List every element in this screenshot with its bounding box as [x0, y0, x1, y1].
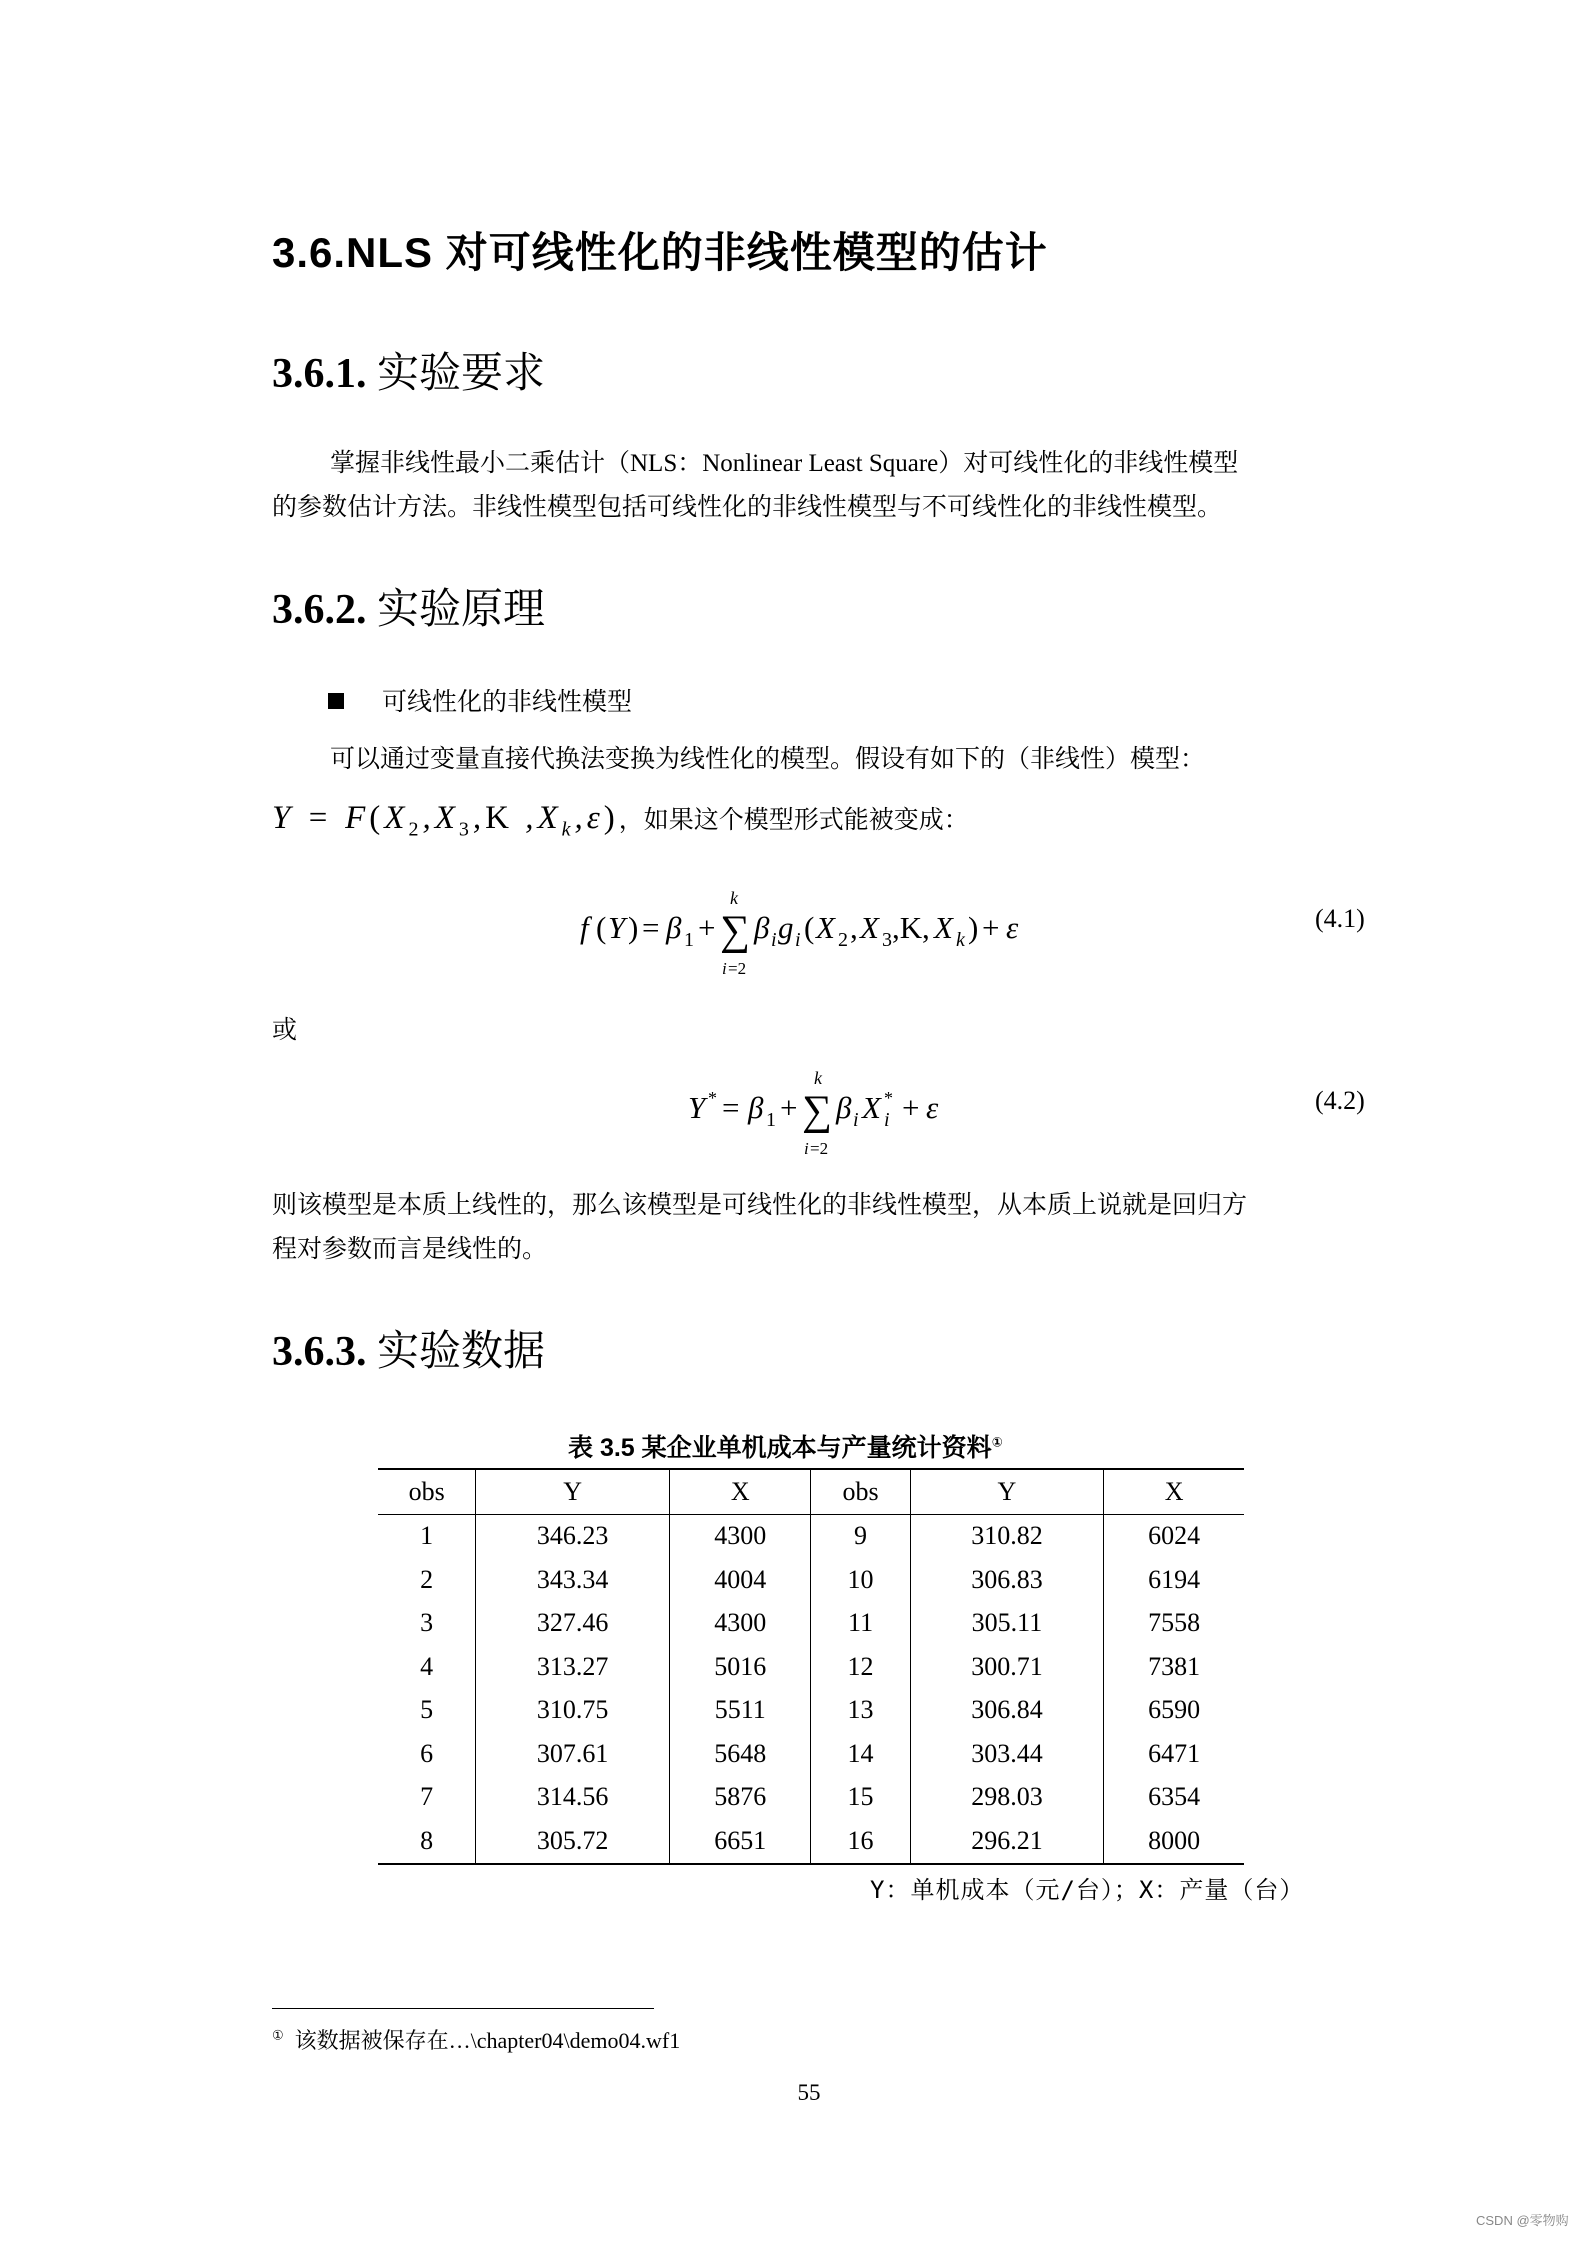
subsection-text: 实验要求 [377, 351, 546, 397]
svg-text:1: 1 [684, 929, 694, 951]
footnote-text: 该数据被保存在…\chapter04\demo04.wf1 [294, 2028, 681, 2053]
table-cell: 8 [378, 1819, 476, 1864]
table-cell: 2 [378, 1558, 476, 1602]
svg-text:i: i [771, 929, 777, 951]
table-cell: 300.71 [910, 1645, 1104, 1689]
header-cell: Y [910, 1469, 1104, 1514]
svg-text:=2: =2 [810, 1139, 829, 1158]
table-cell: 6471 [1148, 1738, 1201, 1768]
table-cell: 8000 [1148, 1825, 1201, 1855]
table-cell: 296.21 [910, 1819, 1104, 1864]
table-cell: 1 [378, 1514, 476, 1558]
table-row [378, 1514, 1244, 1558]
table-cell: 7558 [1148, 1608, 1201, 1638]
requirements-paragraph [272, 442, 1372, 530]
watermark: CSDN @零物购 [1476, 2213, 1569, 2228]
table-cell: 306.83 [910, 1558, 1104, 1602]
footnote-marker: ① [272, 2027, 284, 2043]
svg-text:k: k [814, 1068, 822, 1088]
equation-4-1 [570, 880, 1110, 980]
equation-number: (4.2) [1315, 1086, 1365, 1115]
svg-text:X: X [816, 910, 835, 945]
svg-text:i: i [884, 1109, 890, 1131]
table-cell: 314.56 [476, 1776, 670, 1820]
table-cell: 5 [378, 1689, 476, 1733]
svg-text:): ) [968, 910, 979, 945]
subsection-number: 3.6.1. [272, 351, 367, 397]
svg-text:): ) [628, 910, 639, 945]
subsection-title-data [272, 1318, 545, 1378]
table-row [378, 1819, 1244, 1864]
table-cell: 7381 [1148, 1651, 1201, 1681]
table-cell: 6 [378, 1732, 476, 1776]
header-cell: X [1164, 1476, 1184, 1506]
equation-number: (4.1) [1315, 904, 1365, 933]
table-cell: 16 [811, 1819, 910, 1864]
table-cell: 4004 [669, 1558, 811, 1602]
table-cell: 310.75 [476, 1689, 670, 1733]
header-cell: X [669, 1469, 811, 1514]
svg-text:=2: =2 [728, 959, 747, 978]
svg-text:*: * [708, 1088, 717, 1108]
table-cell: 4300 [669, 1514, 811, 1558]
table-cell: 6024 [1148, 1521, 1201, 1551]
svg-text:i: i [804, 1139, 809, 1158]
table-cell: 307.61 [476, 1732, 670, 1776]
model-line [272, 800, 1372, 842]
svg-text:+: + [982, 910, 1000, 945]
paragraph-line: 程对参数而言是线性的。 [272, 1236, 548, 1263]
svg-text:k: k [730, 888, 738, 908]
square-bullet-icon [328, 693, 344, 709]
svg-text:β: β [666, 910, 682, 945]
or-word: 或 [272, 1017, 298, 1044]
subsection-text: 实验原理 [377, 587, 546, 633]
header-cell: Y [476, 1469, 670, 1514]
footnote-marker: ① [991, 1434, 1003, 1450]
section-title: 3.6.NLS 对可线性化的非线性模型的估计 [272, 229, 1048, 276]
footnote-divider [272, 2008, 654, 2009]
svg-text:(: ( [596, 910, 607, 945]
svg-text:+: + [698, 910, 716, 945]
table-cell: 313.27 [476, 1645, 670, 1689]
table-cell: 327.46 [476, 1602, 670, 1646]
table-caption [568, 1428, 1003, 1464]
svg-text:3: 3 [882, 929, 892, 951]
subsection-title-requirements [272, 340, 545, 400]
table-cell: 10 [811, 1558, 910, 1602]
svg-text:f: f [580, 910, 589, 945]
svg-text:β: β [748, 1090, 764, 1125]
svg-text:β: β [836, 1090, 852, 1125]
table-cell: 14 [811, 1732, 910, 1776]
table-cell: 6194 [1148, 1564, 1201, 1594]
subsection-number: 3.6.3. [272, 1329, 367, 1375]
table-cell: 5876 [669, 1776, 811, 1820]
svg-text:X: X [934, 910, 953, 945]
svg-text:i: i [795, 929, 801, 951]
svg-text:ε: ε [1006, 910, 1019, 945]
svg-text:X: X [860, 910, 879, 945]
svg-text:Y: Y [688, 1090, 706, 1125]
table-cell: 6354 [1148, 1782, 1201, 1812]
principle-paragraph: 可以通过变量直接代换法变换为线性化的模型。假设有如下的（非线性）模型： [330, 746, 1206, 773]
svg-text:,: , [922, 910, 930, 945]
subsection-text: 实验数据 [377, 1329, 546, 1375]
table-row [378, 1689, 1244, 1733]
table-cell: 6651 [669, 1819, 811, 1864]
conclusion-paragraph [272, 1184, 1372, 1272]
table-cell: 3 [378, 1602, 476, 1646]
svg-text:2: 2 [838, 929, 848, 951]
svg-text:i: i [853, 1109, 859, 1131]
table-row [378, 1732, 1244, 1776]
table-cell: 13 [811, 1689, 910, 1733]
svg-text:,K: ,K [892, 910, 923, 945]
table-row [378, 1776, 1244, 1820]
svg-text:+: + [780, 1090, 798, 1125]
model-formula: $Y = F(X_2,X_3,K$ $,X_k,\varepsilon$) [272, 800, 619, 841]
svg-text:(: ( [804, 910, 815, 945]
table-cell: 306.84 [910, 1689, 1104, 1733]
subsection-number: 3.6.2. [272, 587, 367, 633]
table-cell: 5648 [669, 1732, 811, 1776]
subsection-title-principle [272, 576, 545, 636]
table-cell: 6590 [1148, 1695, 1201, 1725]
table-cell: 11 [811, 1602, 910, 1646]
svg-text:i: i [722, 959, 727, 978]
table-row [378, 1602, 1244, 1646]
table-row [378, 1558, 1244, 1602]
bullet-text: 可线性化的非线性模型 [382, 689, 633, 716]
table-cell: 9 [811, 1514, 910, 1558]
svg-text:*: * [884, 1088, 893, 1108]
table-cell: 303.44 [910, 1732, 1104, 1776]
table-cell: 310.82 [910, 1514, 1104, 1558]
svg-text:β: β [754, 910, 770, 945]
equation-4-2 [680, 1060, 1000, 1160]
table-cell: 4 [378, 1645, 476, 1689]
svg-text:g: g [778, 910, 794, 945]
table-cell: 15 [811, 1776, 910, 1820]
svg-text:Y: Y [608, 910, 626, 945]
table-cell: 305.11 [910, 1602, 1104, 1646]
header-cell: obs [378, 1469, 476, 1514]
table-cell: 298.03 [910, 1776, 1104, 1820]
svg-text:=: = [722, 1090, 740, 1125]
table-cell: 12 [811, 1645, 910, 1689]
model-suffix: ，如果这个模型形式能被变成： [618, 807, 969, 834]
table-cell: 346.23 [476, 1514, 670, 1558]
svg-text:=: = [642, 910, 660, 945]
caption-text: 表 3.5 某企业单机成本与产量统计资料 [568, 1434, 992, 1462]
page-number: 55 [797, 2080, 821, 2105]
svg-text:+: + [902, 1090, 920, 1125]
bullet-item [328, 682, 632, 718]
table-cell: 305.72 [476, 1819, 670, 1864]
data-table [378, 1468, 1244, 1865]
svg-text:∑: ∑ [720, 908, 750, 954]
table-cell: 5016 [669, 1645, 811, 1689]
table-note: Y：单机成本（元/台）；X：产量（台） [870, 1876, 1305, 1904]
svg-text:X: X [862, 1090, 881, 1125]
table-cell: 5511 [669, 1689, 811, 1733]
table-cell: 343.34 [476, 1558, 670, 1602]
header-cell: obs [811, 1469, 910, 1514]
svg-text:∑: ∑ [802, 1088, 832, 1134]
svg-text:,: , [850, 910, 858, 945]
footnote [272, 2024, 680, 2055]
svg-text:ε: ε [926, 1090, 939, 1125]
paragraph-line: 的参数估计方法。非线性模型包括可线性化的非线性模型与不可线性化的非线性模型。 [272, 494, 1223, 521]
svg-text:k: k [956, 929, 965, 951]
paragraph-line: 掌握非线性最小二乘估计（NLS：Nonlinear Least Square）对可线性化的非线性模型 [330, 450, 1239, 477]
table-row [378, 1645, 1244, 1689]
table-cell: 7 [378, 1776, 476, 1820]
table-cell: 4300 [669, 1602, 811, 1646]
table-header-row [378, 1469, 1244, 1514]
svg-text:1: 1 [766, 1109, 776, 1131]
paragraph-line: 则该模型是本质上线性的，那么该模型是可线性化的非线性模型，从本质上说就是回归方 [272, 1192, 1248, 1219]
